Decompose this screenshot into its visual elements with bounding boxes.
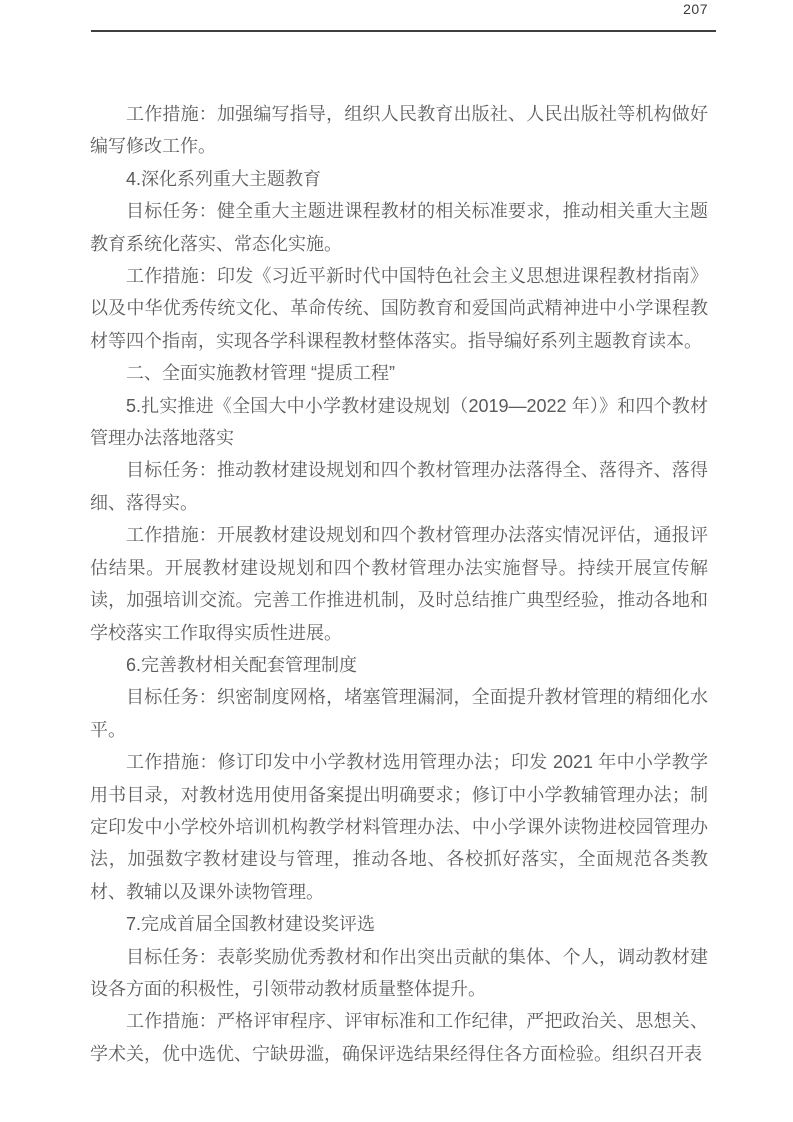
page-number: 207 [683,1,708,17]
body-paragraph: 目标任务：表彰奖励优秀教材和作出突出贡献的集体、个人，调动教材建设各方面的积极性，引领带动教材质量整体提升。 [90,946,708,999]
section-heading: 7.完成首届全国教材建设奖评选 [126,914,376,935]
header-rule [91,30,716,32]
body-paragraph: 工作措施：印发《习近平新时代中国特色社会主义思想进课程教材指南》以及中华优秀传统文化、革命传统、国防教育和爱国尚武精神进中小学课程教材等四个指南，实现各学科课程教材整体落实。指导编好系列主题教育读本。 [90,266,708,351]
section-heading: 4.深化系列重大主题教育 [126,168,322,189]
body-paragraph: 工作措施：加强编写指导，组织人民教育出版社、人民出版社等机构做好编写修改工作。 [90,104,708,157]
body-paragraph: 工作措施：严格评审程序、评审标准和工作纪律，严把政治关、思想关、学术关，优中选优、宁缺毋滥，确保评选结果经得住各方面检验。组织召开表 [90,1011,708,1064]
section-heading: 6.完善教材相关配套管理制度 [126,654,358,675]
body-paragraph: 工作措施：开展教材建设规划和四个教材管理办法落实情况评估，通报评估结果。开展教材建设规划和四个教材管理办法实施督导。持续开展宣传解读，加强培训交流。完善工作推进机制，及时总结推广典型经验，推动各地和学校落实工作取得实质性进展。 [90,525,708,643]
section-heading: 二、全面实施教材管理 “提质工程” [126,363,395,384]
body-paragraph: 工作措施：修订印发中小学教材选用管理办法；印发 2021 年中小学教学用书目录，对教材选用使用备案提出明确要求；修订中小学教辅管理办法；制定印发中小学校外培训机构教学材料管理办法、中小学课外读物进校园管理办法，加强数字教材建设与管理，推动各地、各校抓好落实，全面规范各类教材、教辅以及课外读物管理。 [90,752,708,902]
body-paragraph: 目标任务：织密制度网格，堵塞管理漏洞，全面提升教材管理的精细化水平。 [90,687,708,740]
section-heading: 5.扎实推进《全国大中小学教材建设规划（2019—2022 年）》和四个教材管理办法落地落实 [90,395,708,449]
body-paragraph: 目标任务：健全重大主题进课程教材的相关标准要求，推动相关重大主题教育系统化落实、常态化实施。 [90,201,708,254]
document-body [90,98,708,1070]
body-paragraph: 目标任务：推动教材建设规划和四个教材管理办法落得全、落得齐、落得细、落得实。 [90,460,708,513]
